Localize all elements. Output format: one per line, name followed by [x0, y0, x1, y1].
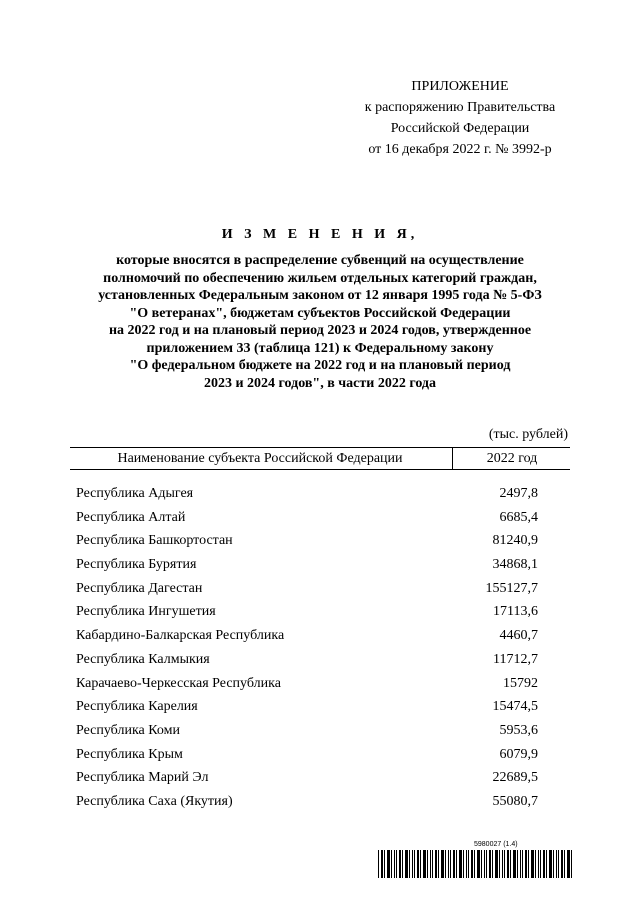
region-value: 55080,7	[492, 793, 538, 809]
region-name: Республика Калмыкия	[76, 651, 210, 667]
region-name: Республика Крым	[76, 746, 183, 762]
document-title: И З М Е Н Е Н И Я,	[221, 227, 419, 242]
table-row	[76, 648, 566, 672]
table-row	[76, 529, 566, 553]
table-row	[76, 766, 566, 790]
region-value: 81240,9	[492, 533, 538, 549]
region-value: 22689,5	[492, 770, 538, 786]
region-value: 34868,1	[492, 557, 538, 573]
document-stamp-number: 5980027 (1.4)	[474, 841, 518, 848]
heading-line: приложением 33 (таблица 121) к Федеральному закону	[146, 340, 494, 356]
region-value: 4460,7	[499, 628, 538, 644]
region-value: 11712,7	[493, 651, 538, 667]
region-value: 17113,6	[493, 604, 538, 620]
table-row	[76, 506, 566, 530]
region-name: Республика Саха (Якутия)	[76, 793, 233, 809]
region-value: 6685,4	[499, 509, 538, 525]
heading-line: полномочий по обеспечению жильем отдельных категорий граждан,	[103, 270, 537, 286]
table-body	[76, 482, 566, 814]
region-name: Республика Адыгея	[76, 486, 194, 501]
appendix-government-line: Российской Федерации	[390, 121, 530, 136]
region-value: 6079,9	[499, 746, 538, 762]
appendix-title: ПРИЛОЖЕНИЕ	[411, 79, 509, 94]
heading-line: "О федеральном бюджете на 2022 год и на плановый период	[129, 358, 511, 373]
region-name: Карачаево-Черкесская Республика	[76, 675, 281, 691]
table-row	[76, 482, 566, 506]
table-row	[76, 553, 566, 577]
region-name: Республика Алтай	[76, 509, 186, 525]
appendix-order-line: к распоряжению Правительства	[364, 100, 556, 115]
region-name: Кабардино-Балкарская Республика	[76, 628, 285, 644]
appendix-date-number: от 16 декабря 2022 г. № 3992-р	[368, 142, 552, 157]
region-name: Республика Башкортостан	[76, 533, 233, 549]
heading-line: "О ветеранах", бюджетам субъектов Российской Федерации	[129, 305, 511, 321]
table-row	[76, 790, 566, 814]
region-name: Республика Бурятия	[76, 557, 197, 573]
table-row	[76, 600, 566, 624]
table-row	[76, 719, 566, 743]
table-row	[76, 577, 566, 601]
region-name: Республика Коми	[76, 722, 180, 738]
column-header-name: Наименование субъекта Российской Федерации	[117, 451, 403, 466]
region-value: 2497,8	[499, 486, 538, 501]
table-row	[76, 695, 566, 719]
units-label: (тыс. рублей)	[488, 427, 568, 442]
heading-line: на 2022 год и на плановый период 2023 и 2024 годов, утвержденное	[108, 323, 532, 338]
region-name: Республика Ингушетия	[76, 604, 216, 620]
table-header	[70, 447, 570, 470]
region-value: 15474,5	[492, 699, 538, 715]
table-row	[76, 672, 566, 696]
heading-line: которые вносятся в распределение субвенций на осуществление	[116, 253, 524, 268]
heading-line: установленных Федеральным законом от 12 января 1995 года № 5-ФЗ	[98, 288, 542, 303]
heading-line: 2023 и 2024 годов", в части 2022 года	[203, 375, 437, 391]
region-name: Республика Карелия	[76, 699, 198, 715]
region-value: 155127,7	[485, 580, 538, 596]
table-row	[76, 743, 566, 767]
region-value: 5953,6	[499, 722, 538, 738]
region-name: Республика Дагестан	[76, 580, 203, 596]
column-header-year: 2022 год	[452, 448, 571, 469]
region-name: Республика Марий Эл	[76, 770, 209, 786]
barcode-image	[378, 850, 574, 878]
appendix-block	[340, 76, 580, 160]
table-row	[76, 624, 566, 648]
document-heading	[60, 226, 580, 392]
region-value: 15792	[503, 675, 538, 691]
